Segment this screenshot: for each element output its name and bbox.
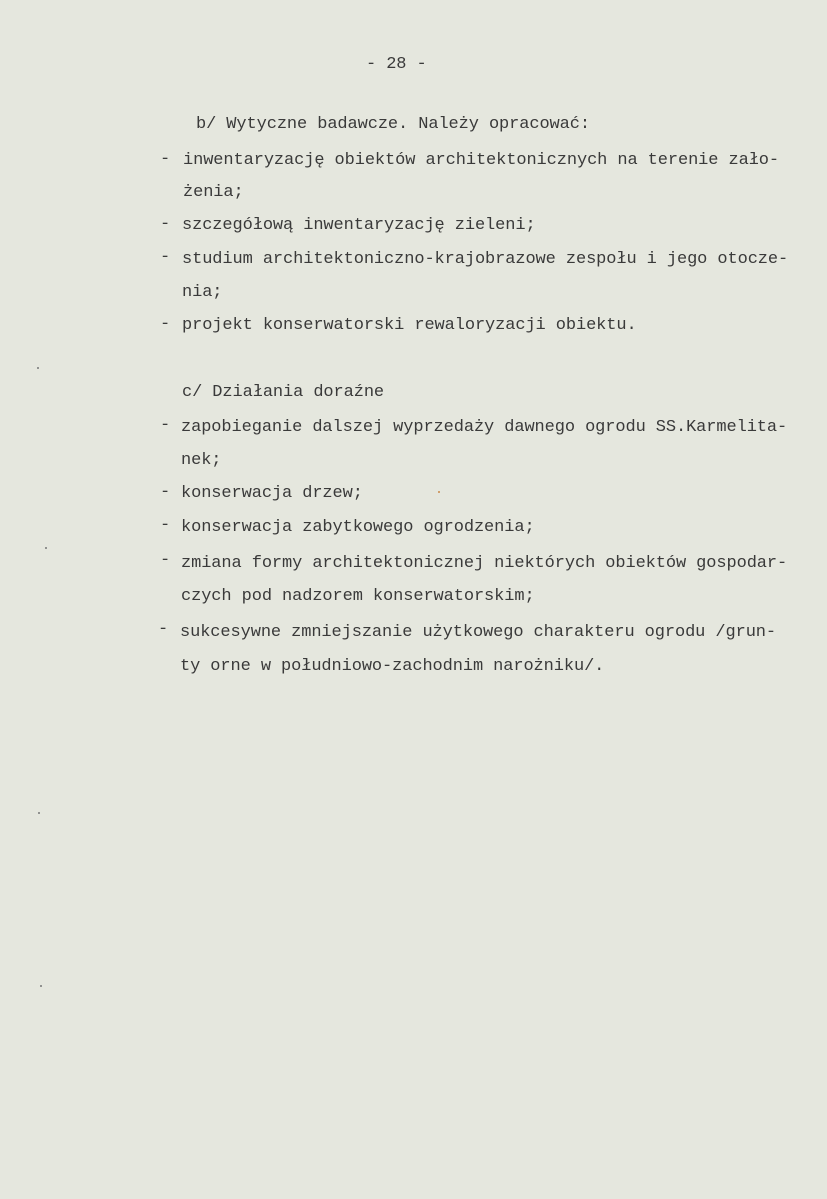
list-item-line: nia;: [182, 283, 223, 302]
list-item-line: konserwacja drzew;: [181, 484, 363, 503]
bullet-dash: -: [160, 215, 171, 234]
bullet-dash: -: [160, 516, 171, 535]
paper-speck: [38, 812, 40, 814]
paper-speck: [45, 547, 47, 549]
paper-speck: [438, 491, 440, 493]
bullet-dash: -: [160, 150, 171, 169]
bullet-dash: -: [160, 416, 171, 435]
bullet-dash: -: [158, 620, 169, 639]
list-item-line: projekt konserwatorski rewaloryzacji obiektu.: [182, 316, 637, 335]
paper-speck: [40, 985, 42, 987]
list-item-line: zapobieganie dalszej wyprzedaży dawnego ogrodu SS.Karmelita-: [181, 418, 788, 437]
page-number: - 28 -: [366, 55, 427, 74]
list-item-line: inwentaryzację obiektów architektonicznych na terenie zało-: [183, 151, 779, 170]
section-c-heading: c/ Działania doraźne: [182, 383, 385, 402]
bullet-dash: -: [160, 483, 171, 502]
paper-speck: [37, 367, 39, 369]
bullet-dash: -: [160, 551, 171, 570]
list-item-line: sukcesywne zmniejszanie użytkowego charakteru ogrodu /grun-: [180, 623, 776, 642]
list-item-line: zmiana formy architektonicznej niektórych obiektów gospodar-: [181, 554, 788, 573]
bullet-dash: -: [160, 315, 171, 334]
list-item-line: żenia;: [183, 183, 244, 202]
list-item-line: szczegółową inwentaryzację zieleni;: [182, 216, 536, 235]
list-item-line: ty orne w południowo-zachodnim narożniku/.: [180, 657, 605, 676]
bullet-dash: -: [160, 248, 171, 267]
list-item-line: nek;: [181, 451, 222, 470]
list-item-line: studium architektoniczno-krajobrazowe zespołu i jego otocze-: [182, 250, 789, 269]
section-b-heading: b/ Wytyczne badawcze. Należy opracować:: [196, 115, 590, 134]
list-item-line: czych pod nadzorem konserwatorskim;: [181, 587, 535, 606]
list-item-line: konserwacja zabytkowego ogrodzenia;: [181, 518, 535, 537]
